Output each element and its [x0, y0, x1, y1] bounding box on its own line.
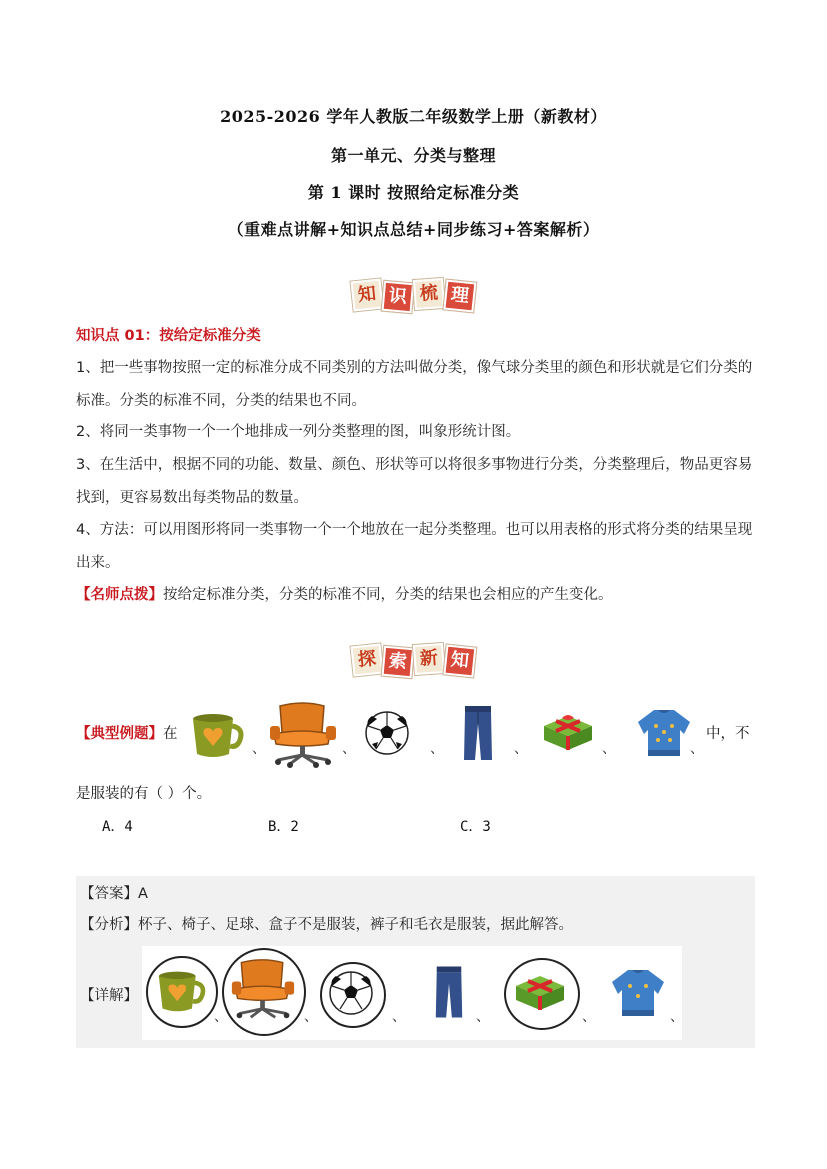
- soccer-ball-icon: [364, 710, 410, 756]
- detail-image-strip: 、 、 、 、 、 、: [142, 946, 682, 1040]
- badge-tile: 梳: [413, 278, 445, 310]
- lesson-title: 第 1 课时 按照给定标准分类: [307, 183, 520, 202]
- knowledge-paragraph-4: 4、方法：可以用图形将同一类事物一个一个地放在一起分类整理。也可以用表格的形式将分类的结果呈现出来。: [76, 522, 753, 571]
- sweater-icon: [634, 706, 694, 760]
- knowledge-paragraph-1: 1、把一些事物按照一定的标准分成不同类别的方法叫做分类，像气球分类里的颜色和形状就是它们分类的标准。分类的标准不同，分类的结果也不同。: [76, 360, 753, 409]
- badge-tile: 新: [413, 643, 445, 675]
- cup-icon: [188, 710, 244, 760]
- option-c: C．3: [460, 819, 491, 835]
- example-row: 【典型例题】在 、 、 、 、 、 、 中，不: [76, 700, 766, 768]
- answer-box: [76, 876, 755, 1048]
- badge-tile: 索: [382, 646, 415, 679]
- soccer-ball-icon: [328, 970, 374, 1016]
- chair-icon: [230, 956, 296, 1022]
- jeans-icon: [432, 964, 466, 1020]
- teacher-tip-text: 按给定标准分类，分类的标准不同，分类的结果也会相应的产生变化。: [163, 587, 613, 603]
- teacher-tip: [76, 579, 766, 612]
- badge-tile: 识: [382, 281, 415, 314]
- badge-tile: 探: [350, 644, 383, 677]
- subtitle: （重难点讲解+知识点总结+同步练习+答案解析）: [227, 220, 600, 239]
- document-title: 2025-2026 学年人教版二年级数学上册（新教材）: [220, 107, 607, 126]
- question-text: 是服装的有（ ）个。: [76, 786, 212, 802]
- gift-box-icon: [512, 972, 568, 1012]
- option-b: B．2: [268, 819, 299, 835]
- option-a: A．4: [102, 819, 133, 835]
- analysis-line: 【分析】杯子、椅子、足球、盒子不是服装，裤子和毛衣是服装，据此解答。: [80, 917, 573, 933]
- gift-box-icon: [540, 712, 596, 752]
- knowledge-heading: 知识点 01：按给定标准分类: [76, 328, 261, 344]
- cup-icon: [154, 968, 206, 1014]
- example-tail: 中，不: [706, 726, 750, 742]
- knowledge-paragraph-3: 3、在生活中，根据不同的功能、数量、颜色、形状等可以将很多事物进行分类，分类整理后，物品更容易找到，更容易数出每类物品的数量。: [76, 457, 753, 506]
- unit-title: 第一单元、分类与整理: [330, 146, 496, 165]
- jeans-icon: [460, 704, 496, 762]
- knowledge-paragraph-2: 2、将同一类事物一个一个地排成一列分类整理的图，叫象形统计图。: [76, 424, 521, 440]
- example-label: 【典型例题】在: [76, 726, 178, 742]
- sweater-icon: [608, 966, 668, 1020]
- badge-tile: 理: [444, 280, 477, 313]
- badge-tile: 知: [444, 645, 477, 678]
- badge-tile: 知: [350, 279, 383, 312]
- explore-badge: [0, 645, 827, 683]
- knowledge-badge: [0, 280, 827, 318]
- teacher-tip-label: 【名师点拨】: [76, 587, 163, 603]
- detail-label: 【详解】: [80, 988, 138, 1004]
- answer-line: 【答案】A: [80, 886, 148, 902]
- chair-icon: [268, 700, 338, 768]
